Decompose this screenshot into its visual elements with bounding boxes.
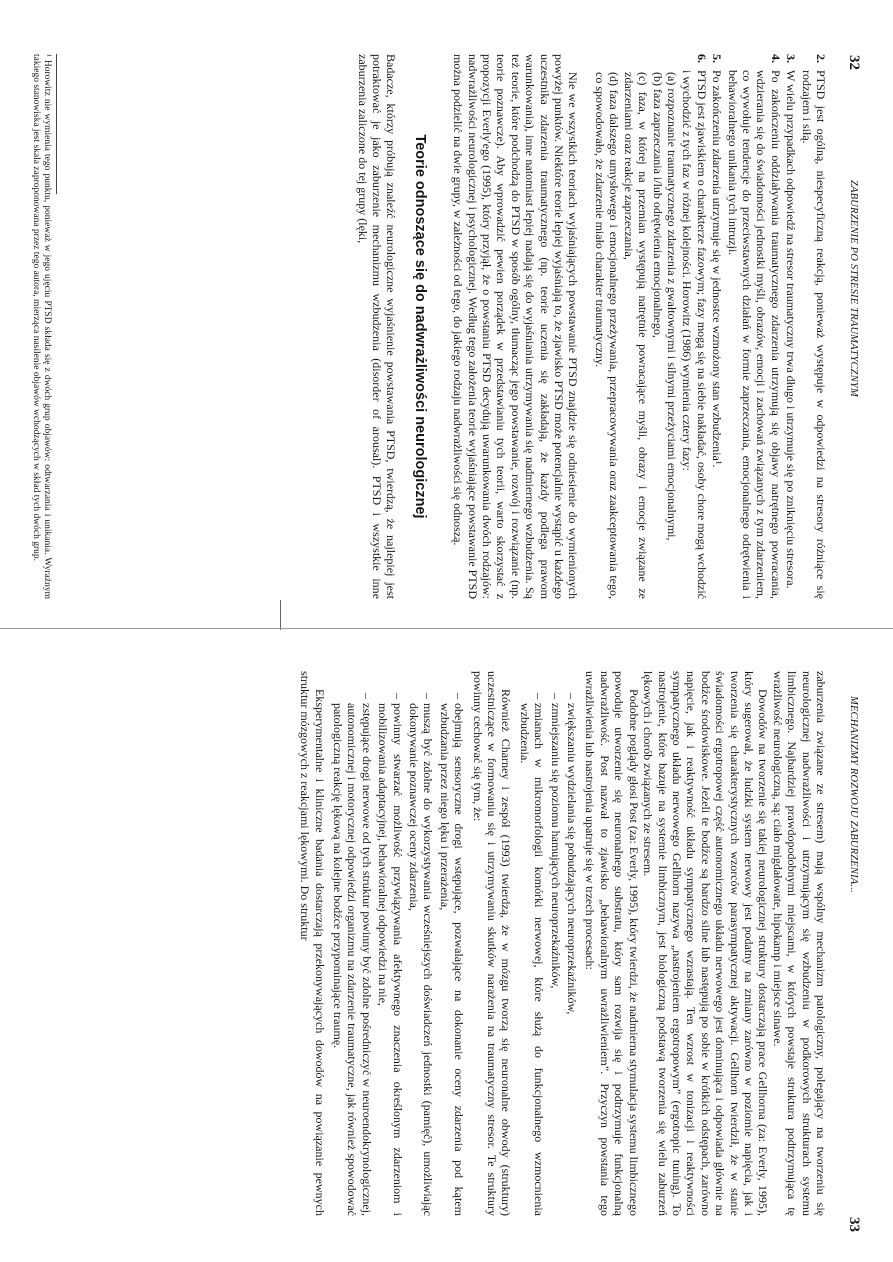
list-item (376, 693, 405, 1216)
list-item (548, 693, 562, 1216)
scan-mark (280, 600, 281, 630)
item-text: PTSD jest zjawiskiem o charakterze fazowym; fazy mogą się na siebie nakładać, osoby chore mogą wchodzić i wychodzić z tych faz w różnej kolejności. Horowitz (1986) wymienia cztery fazy: (680, 70, 709, 599)
item-text: W wielu przypadkach odpowiedź na stresor traumatyczny trwa długo i utrzymuje się po zniknięciu stresora. (784, 70, 799, 589)
item-text: zmniejszaniu się poziomu hamujących neuroprzekaźników, (548, 703, 563, 989)
running-head: ZABURZENIE PO STRESIE TRAUMATYCZNYM (848, 180, 859, 397)
page-number: 33 (846, 1217, 862, 1232)
list-item (517, 693, 546, 1216)
list-item (680, 54, 709, 599)
item-text: zmianach w mikromorfologii komórki nerwowej, które służą do funkcjonalnego wzmocnienia wzbudzenia. (517, 703, 547, 1216)
bullet-mark: – (359, 693, 374, 699)
page-gutter (0, 628, 893, 629)
item-number: 5. (710, 54, 725, 63)
footnote: ¹ Horowitz nie wymienia tego punktu, ponieważ w jego ujęciu PTSD składa się z dwóch grup objawów: odtwarzania i unikania. Wyraźnym takiego stanowiska jest skala zaproponowana przez tego autora, mierząca nasilenie objawów wchodzących w skład tych dwóch grup. (31, 54, 52, 599)
item-text: muszą być zdolne do wykorzystywania wcześniejszych doświadczeń jednostki (pamięć), umożliwiając dokonywanie poznawczej oceny zdarzenia, (407, 703, 436, 1216)
phase-item: (b) faza zaprzeczania i/lub odrętwienia emocjonalnego, (650, 72, 665, 338)
item-number: 3. (784, 54, 799, 63)
bullet-mark: – (390, 693, 405, 699)
list-item (725, 54, 783, 599)
bullet-mark: – (565, 693, 580, 699)
section-heading: Teorie odnoszące się do nadwrażliwości neurologicznej (411, 134, 428, 519)
item-text: powinny stwarzać możliwość przywiązywania afektywnego znaczenia określonym zdarzeniom i mobilizowania adaptacyjnej, behawioralnej odpowiedzi na nie, (376, 703, 405, 1216)
list-item (407, 693, 436, 1216)
bullet-mark: – (452, 693, 467, 699)
body-paragraph: zaburzenia związane ze stresem) mają wspólny mechanizm patologiczny, polegający na tworzeniu się neurologicznej nadwrażliwości i utrzymującym się wzbudzeniu w podkorowych strukturach systemu limbicznego. Najbardziej prawdopodobnymi miejscami, w których powstaje struktura podtrzymująca tę wrażliwość neurologiczną, są: ciało migdałowate, hipokamp i miejsce sinawe. (770, 671, 828, 1216)
item-text: Po zakończeniu zdarzenia utrzymuje się w jednostce wzmożony stan wzbudzenia¹. (710, 70, 725, 468)
conditions-list (331, 693, 467, 1216)
item-text: zwiększaniu wydzielania się pobudzających neuroprzekaźników, (565, 703, 580, 1015)
right-page-body (298, 671, 828, 1216)
footnote-divider (56, 54, 57, 194)
body-paragraph: Eksperymentalne i kliniczne badania dostarczają przekonywających dowodów na powiązanie pewnych struktur mózgowych z reakcjami lękowymi. Do struktur (298, 671, 327, 1216)
bullet-mark: – (421, 693, 436, 699)
running-head: MECHANIZMY ROZWOJU ZABURZENIA... (848, 696, 859, 893)
bullet-mark: – (548, 693, 563, 699)
body-paragraph: Nie we wszystkich teoriach wyjaśniających powstawanie PTSD znajdzie się odniesienie do wymienionych powyżej punktów. Niektóre teorie lepiej wyjaśniają to, że zjawisko PTSD może potencjalnie wystąpić u każdego uczestnika zdarzenia traumatycznego (np. teorie uczenia się zakładają, że każdy podlega prawom warunkowania), inne natomiast lepiej nadają się do wyjaśniania utrzymywania się nadmiernego wzbudzenia. Są też teorie, które podchodzą do PTSD w sposób ogólny, tłumacząc jego powstawanie, rozwój i rozwiązanie (np. teorie poznawcze). Aby wprowadzić pewien porządek w przedstawianiu tych teorii, warto skorzystać z propozycji Everly'ego (1995), który przyjął, że o powstaniu PTSD decydują uwarunkowania dwóch rodzajów: nadwrażliwości neurologicznej i psychologicznej. Według tego założenia teorie wyjaśniające powstawanie PTSD można podzielić na dwie grupy, w zależności od tego, do jakiego rodzaju nadwrażliwości się odnoszą. (451, 54, 581, 599)
ptsd-characteristics-list (680, 54, 828, 599)
item-number: 4. (768, 54, 783, 63)
body-paragraph: Również Charney i zespół (1993) twierdzą, że w mózgu tworzą się neuronalne obwody (struktury) uczestniczące w formowaniu się i utrzymywaniu skutków narażenia na traumatyczny stresor. Te struktury powinny cechować się tym, że: (470, 671, 514, 1216)
list-item (565, 693, 579, 1216)
item-text: obejmują sensoryczne drogi wstępujące, pozwalające na dokonanie oceny zdarzenia pod kątem wzbudzania przez niego lęku i przerażenia, (437, 703, 467, 1216)
body-paragraph: Podobne poglądy głosi Post (za: Everly, 1995), który twierdzi, że nadmierna stymulacja systemu limbicznego powoduje utworzenie się neuronalnego substratu, który sam rozwija się i podtrzymuje funkcjonalną nadwrażliwość. Post nazwał to zjawisko „behawioralnym uwrażliwieniem”. Przyczyn powstania tego uwrażliwienia lub nastrojenia upatruje się w trzech procesach: (583, 671, 641, 1216)
right-page (0, 631, 893, 1262)
item-text: zstępujące drogi nerwowe od tych struktur powinny być zdolne pośredniczyć w neuroendokrynologicznej, autonomicznej i motorycznej odpowiedzi organizmu na zdarzenie traumatyczne, jak również spowodować patologiczną reakcję lękową na kolejne bodźce przypominające traumę. (331, 703, 374, 1216)
body-paragraph: Badacze, którzy próbują znaleźć neurologiczne wyjaśnienie powstawania PTSD, twierdzą, że najlepiej jest potraktować je jako zaburzenie mechanizmu wzbudzenia (disorder of arousal). PTSD i wszystkie inne zaburzenia zaliczone do tej grupy (lęki, (355, 54, 399, 599)
left-page-body (355, 54, 828, 599)
item-text: PTSD jest ogólną, niespecyficzną reakcją, ponieważ występuje w odpowiedzi na stresory różniące się rodzajem i siłą. (799, 70, 828, 599)
bullet-mark: – (532, 693, 547, 699)
phase-item: (a) rozpoznanie traumatycznego zdarzenia z gwałtownymi i silnymi przeżyciami emocjonalnymi, (664, 72, 679, 541)
list-item (784, 54, 798, 599)
body-paragraph: Dowodów na tworzenie się takiej neurologicznej struktury dostarczają prace Gellhorna (za: Everly, 1995), który sugerował, że ludzki system nerwowy jest podatny na zmiany zarówno w poziomie napięcia, jak i tworzenia się charakterystycznych wzorców parasympatycznej aktywacji. Gellhorn twierdził, że w stanie świadomości ergotropowej część autonomicznego układu nerwowego jest dominująca i odpowiada głównie na bodźce środowiskowe. Jeżeli te bodźce są bardzo silne lub następują po sobie w krótkich odstępach, zarówno napięcie, jak i reaktywność układu sympatycznego wzrastają. Ten wzrost w tonizacji i reaktywności sympatycznego układu nerwowego Gellhorn nazywa „nastrojeniem ergotropowym” (ergotropic tuning). To nastrojenie, które bazuje na systemie limbicznym, jest biologiczną podstawą tworzenia się wielu zaburzeń lękowych i chorób związanych ze stresem. (641, 671, 771, 1216)
list-item (710, 54, 724, 599)
process-list (517, 693, 579, 1216)
item-number: 6. (694, 54, 709, 63)
page-number: 32 (846, 55, 862, 70)
phase-item: (d) faza dalszego umysłowego i emocjonalnego przeżywania, przepracowywania oraz zaakceptowania tego, co spowodowało, że zdarzenie miało charakter traumatyczny. (592, 72, 622, 599)
list-item (437, 693, 466, 1216)
item-text: Po zakończeniu oddziaływania traumatycznego zdarzenia utrzymują się objawy natrętnego powracania, wdzierania się do świadomości jednostki myśli, obrazów, emocji i zachowań związanych z tym zdarzeniem, co wywołuje tendencje do przeciwstawnych działań w formie zaprzeczania, emocjonalnego odrętwienia i behawioralnego unikania tych intruzji. (725, 70, 783, 599)
item-number: 2. (814, 54, 828, 63)
list-item (331, 693, 374, 1216)
list-item (799, 54, 828, 599)
phase-item: (c) faza, w której na przemian występują natrętnie powracające myśli, obrazy i emocje związane ze zdarzeniami oraz reakcje zaprzeczania, (621, 72, 651, 599)
